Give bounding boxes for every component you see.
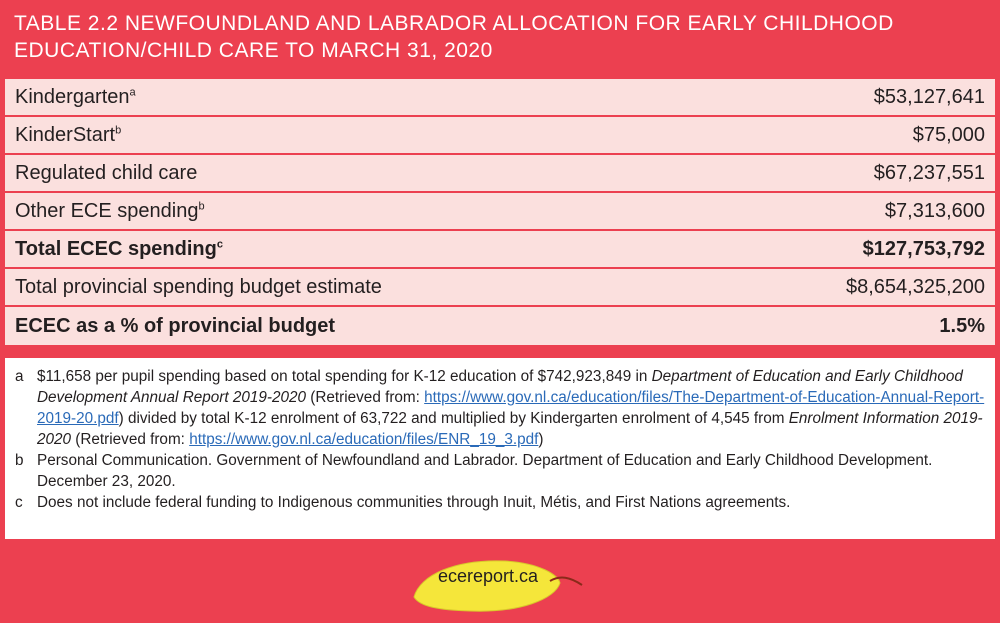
- row-value: $7,313,600: [884, 199, 985, 222]
- table-row: [5, 193, 995, 231]
- enrolment-link[interactable]: https://www.gov.nl.ca/education/files/ENR_19_3.pdf: [189, 431, 539, 448]
- row-label: Other ECE spending$^b$: [15, 199, 205, 222]
- table-title: [14, 10, 984, 64]
- row-value: $8,654,325,200: [845, 275, 985, 298]
- row-value: $67,237,551: [873, 161, 985, 184]
- row-value: $75,000: [912, 123, 985, 146]
- table-row-total: [5, 231, 995, 269]
- report-link[interactable]: https://www.gov.nl.ca/education/files/The-Department-of-Education-Annual-Report-2019-20.pdf: [37, 389, 985, 427]
- row-label: Kindergarten$^a$: [15, 85, 136, 108]
- table-row: [5, 79, 995, 117]
- row-label: ECEC as a % of provincial budget: [15, 314, 336, 337]
- row-value: 1.5%: [939, 314, 985, 337]
- footnote-text: Personal Communication. Government of Newfoundland and Labrador. Department of Education and Early Childhood Development. December 23, 2020.: [37, 452, 933, 490]
- footnotes: [5, 358, 995, 539]
- row-label: Total provincial spending budget estimate: [15, 275, 382, 298]
- footnote-mark: a: [15, 368, 24, 385]
- table-row-percent: [5, 307, 995, 345]
- allocation-table: [5, 79, 995, 345]
- row-label: Total ECEC spending$^c$: [15, 237, 223, 260]
- footnote-text: Does not include federal funding to Indigenous communities through Inuit, Métis, and First Nations agreements.: [37, 494, 791, 511]
- table-row: [5, 155, 995, 193]
- table-title-line-1: TABLE 2.2 NEWFOUNDLAND AND LABRADOR ALLOCATION FOR EARLY CHILDHOOD: [14, 12, 894, 35]
- row-value: $53,127,641: [873, 85, 985, 108]
- ecereport-logo[interactable]: [410, 555, 590, 615]
- row-label: KinderStart$^b$: [15, 123, 122, 146]
- table-row: [5, 269, 995, 307]
- table-title-line-2: EDUCATION/CHILD CARE TO MARCH 31, 2020: [14, 39, 493, 62]
- table-row: [5, 117, 995, 155]
- logo-text: ecereport.ca: [438, 566, 539, 586]
- footnote-b: [15, 450, 985, 492]
- footnote-text: $11,658 per pupil spending based on total spending for K-12 education of $742,923,849 in Department of Education and Early Childhood Development Annual Report 2019-2020 (Retrieved from: https://www.gov.nl.ca/education/files/The-Department-of-Education-Annual-Report-2019-20.pdf) divided by total K-12 enrolment of 63,722 and multiplied by Kindergarten enrolment of 4,545 from Enrolment Information 2019-2020 (Retrieved from: https://www.gov.nl.ca/education/files/ENR_19_3.pdf): [37, 368, 985, 448]
- row-label: Regulated child care: [15, 161, 198, 184]
- footnote-mark: b: [15, 452, 24, 469]
- footnote-a: [15, 366, 985, 450]
- footnote-mark: c: [15, 494, 23, 511]
- footnote-c: [15, 492, 985, 513]
- row-value: $127,753,792: [862, 237, 985, 260]
